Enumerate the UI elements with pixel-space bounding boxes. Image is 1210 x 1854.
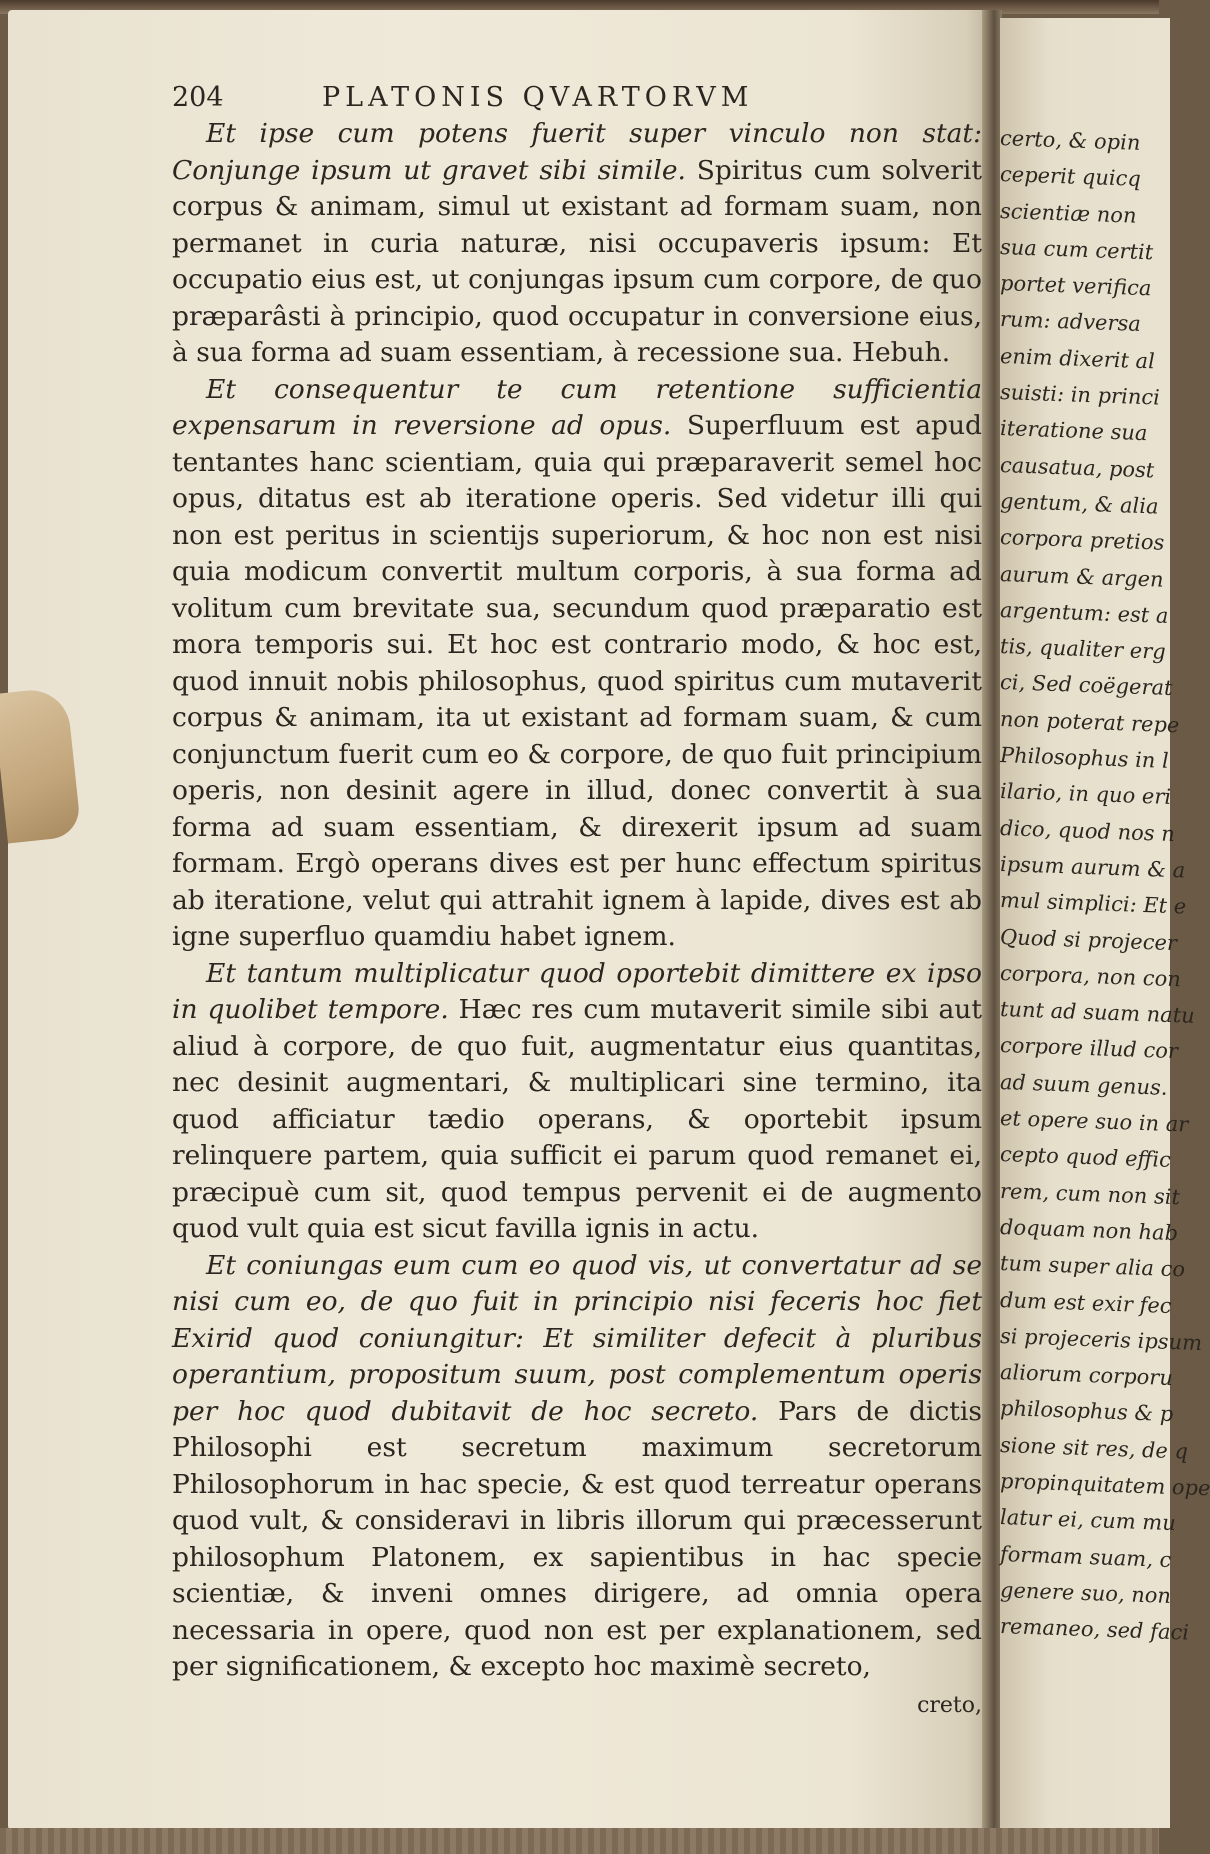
facing-page-line: ilario, in quo eri [1000,779,1172,810]
facing-page-line: portet verifica [1000,271,1152,301]
facing-page-line: cepto quod effic [1000,1142,1171,1173]
paragraph-3 [172,956,982,1248]
facing-page-line: ceperit quicq [1000,162,1141,192]
facing-page-line: et opere suo in ar [1000,1106,1189,1137]
facing-page-line: Quod si projecer [1000,924,1177,955]
facing-page-line: genere suo, non [1000,1577,1171,1608]
facing-page-line: suisti: in princi [1000,380,1160,410]
facing-page-line: ad suum genus. [1000,1069,1168,1100]
facing-page-line: corpora, non con [1000,960,1181,992]
facing-page-line: ipsum aurum & a [1000,851,1186,883]
facing-page-line: doquam non hab [1000,1214,1179,1246]
catchword: creto, [917,1692,982,1718]
facing-page-line: tum super alia co [1000,1251,1185,1282]
facing-page-line: remaneo, sed faci [1000,1614,1189,1645]
facing-page-line: sua cum certit [1000,234,1154,265]
commentary-2: Superfluum est apud tentantes hanc scientiam, quia qui præparaverit semel hoc opus, ditatus est ab iteratione operis. Sed videtur illi qui non est peritus in scientijs superiorum, & hoc non est nisi quia modicum convertit multum corporis, à sua forma ad volitum cum brevitate sua, secundum quod præparatio est mora temporis sui. Et hoc est contrario modo, & hoc est, quod innuit nobis philosophus, quod spiritus cum mutaverit corpus & animam, ita ut existant ad formam suam, & cum conjunctum fuerit cum eo & corpore, de quo fuit principium operis, non desinit agere in illud, donec convertit à sua forma ad suam essentiam, & direxerit ipsum ad suam formam. Ergò operans dives est per hunc effectum spiritus ab iteratione, velut qui attrahit ignem à lapide, dives est ab igne superfluo quamdiu habet ignem. [172,410,983,952]
facing-page-line: enim dixerit al [1000,343,1155,374]
facing-page-line: propinquitatem ope [1000,1468,1210,1501]
facing-page-line: formam suam, c [1000,1541,1172,1572]
facing-page-line: latur ei, cum mu [1000,1505,1176,1536]
facing-page-line: aurum & argen [1000,561,1164,592]
facing-page-line: corpora pretios [1000,525,1165,556]
facing-page-line: certo, & opin [1000,126,1141,155]
facing-page-line: argentum: est a [1000,597,1169,628]
facing-page-line: gentum, & alia [1000,488,1159,519]
main-text-column [172,80,982,1724]
lemma-3: Et tantum multiplicatur quod oportebit dimittere ex ipso in quolibet tempore. [172,957,982,1025]
facing-page-line: iteratione sua [1000,416,1148,446]
facing-page-line: rum: adversa [1000,307,1141,337]
facing-page-line: Philosophus in l [1000,743,1169,773]
facing-page-line: sione sit res, de q [1000,1432,1188,1464]
facing-page-line: tunt ad suam natu [1000,997,1195,1028]
facing-page-line: rem, cum non sit [1000,1178,1180,1209]
paragraph-1 [172,116,982,372]
binding-bottom-edge [0,1828,1159,1854]
facing-page-line: si projeceris ipsum [1000,1323,1203,1355]
lemma-2: Et consequentur te cum retentione sufficientia expensarum in reversione ad opus. [172,373,982,441]
facing-page-line: ci, Sed coëgerat [1000,670,1173,701]
facing-page-line: dum est exir fec [1000,1287,1172,1318]
facing-page-line: corpore illud cor [1000,1033,1178,1064]
facing-page-line: philosophus & p [1000,1396,1174,1427]
page-header [172,80,982,116]
commentary-4: Pars de dictis Philosophi est secretum maximum secretorum Philosophorum in hac specie, & est quod terreatur operans quod vult, & consideravi in libris illorum qui præcesserunt philosophum Platonem, ex sapientibus in hac specie scientiæ, & inveni omnes dirigere, ad omnia opera necessaria in opere, quod non est per explanationem, sed per significationem, & excepto hoc maximè secreto, [172,1395,982,1682]
facing-page-line: aliorum corporu [1000,1360,1173,1391]
lemma-1: Et ipse cum potens fuerit super vinculo non stat: Conjunge ipsum ut gravet sibi simile. [172,118,982,186]
commentary-1: Spiritus cum solverit corpus & animam, simul ut existant ad formam suam, non permanet in curia naturæ, nisi occupaveris ipsum: Et occupatio eius est, ut conjungas ipsum cum corpore, de quo præparâsti à principio, quod occupatur in conversione eius, à sua forma ad suam essentiam, à recessione sua. Hebuh. [172,154,982,368]
facing-page-line: tis, qualiter erg [1000,634,1166,664]
facing-page-line: causatua, post [1000,452,1155,483]
page-number: 204 [172,82,224,113]
facing-page-line: dico, quod nos n [1000,815,1175,846]
book-gutter [982,10,1002,1830]
facing-page-line: scientiæ non [1000,198,1137,228]
lemma-4: Et coniungas eum cum eo quod vis, ut convertatur ad se nisi cum eo, de quo fuit in principio nisi feceris hoc fiet Exirid quod coniungitur: Et similiter defecit à pluribus operantium, propositum suum, post complementum operis per hoc quod dubitavit de hoc secreto. [172,1249,982,1427]
paragraph-2 [172,372,982,956]
facing-page-text [1000,120,1210,1650]
commentary-3: Hæc res cum mutaverit simile sibi aut aliud à corpore, de quo fuit, augmentatur eius quantitas, nec desinit augmentari, & multiplicari sine termino, ita quod afficiatur tædio operans, & oportebit ipsum relinquere partem, quia sufficit ei parum quod remanet ei, præcipuè cum sit, quod tempus pervenit ei de augmento quod vult quia est sicut favilla ignis in actu. [172,994,982,1244]
paragraph-4 [172,1248,982,1686]
facing-page-line: mul simplici: Et e [1000,888,1187,919]
facing-page-line: non poterat repe [1000,706,1180,738]
running-head: PLATONIS QVARTORVM [322,82,754,113]
